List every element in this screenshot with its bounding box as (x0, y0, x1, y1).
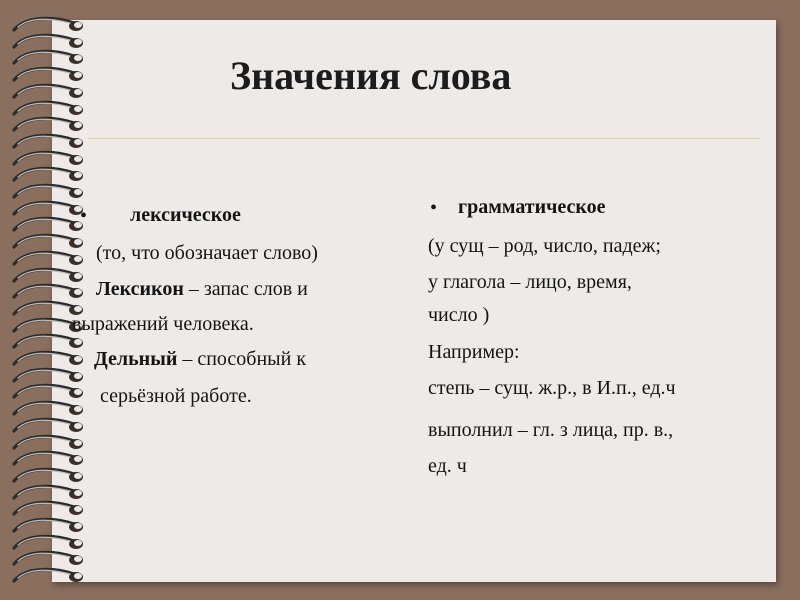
slide-title: Значения слова (230, 53, 512, 98)
lexicon-line-1 (96, 278, 308, 301)
grammatical-line-1: (у сущ – род, число, падеж; (428, 235, 661, 257)
grammatical-line-6: выполнил – гл. з лица, пр. в., (428, 419, 674, 441)
example-line-1 (94, 348, 306, 371)
grammatical-heading: грамматическое (458, 196, 606, 218)
lexical-heading: лексическое (130, 204, 241, 226)
grammatical-line-5: степь – сущ. ж.р., в И.п., ед.ч (428, 377, 676, 399)
lexical-note: (то, что обозначает слово) (96, 242, 318, 264)
binding-ring (8, 565, 88, 587)
grammatical-line-3: число ) (428, 304, 490, 326)
title-divider (88, 138, 760, 139)
lexicon-definition-1: – запас слов и (183, 278, 308, 300)
example-line-2: серьёзной работе. (100, 385, 252, 407)
grammatical-line-7: ед. ч (428, 455, 467, 477)
notebook-page (52, 20, 776, 582)
bullet-lexical: • (80, 205, 88, 227)
lexicon-line-2: выражений человека. (72, 313, 254, 335)
example-definition-1: – способный к (177, 348, 307, 370)
grammatical-line-2: у глагола – лицо, время, (428, 271, 632, 293)
spiral-binding (8, 14, 88, 584)
example-term: Дельный (94, 348, 178, 370)
lexicon-term: Лексикон (96, 278, 184, 300)
grammatical-line-4: Например: (428, 341, 520, 363)
bullet-grammatical: • (430, 197, 438, 219)
